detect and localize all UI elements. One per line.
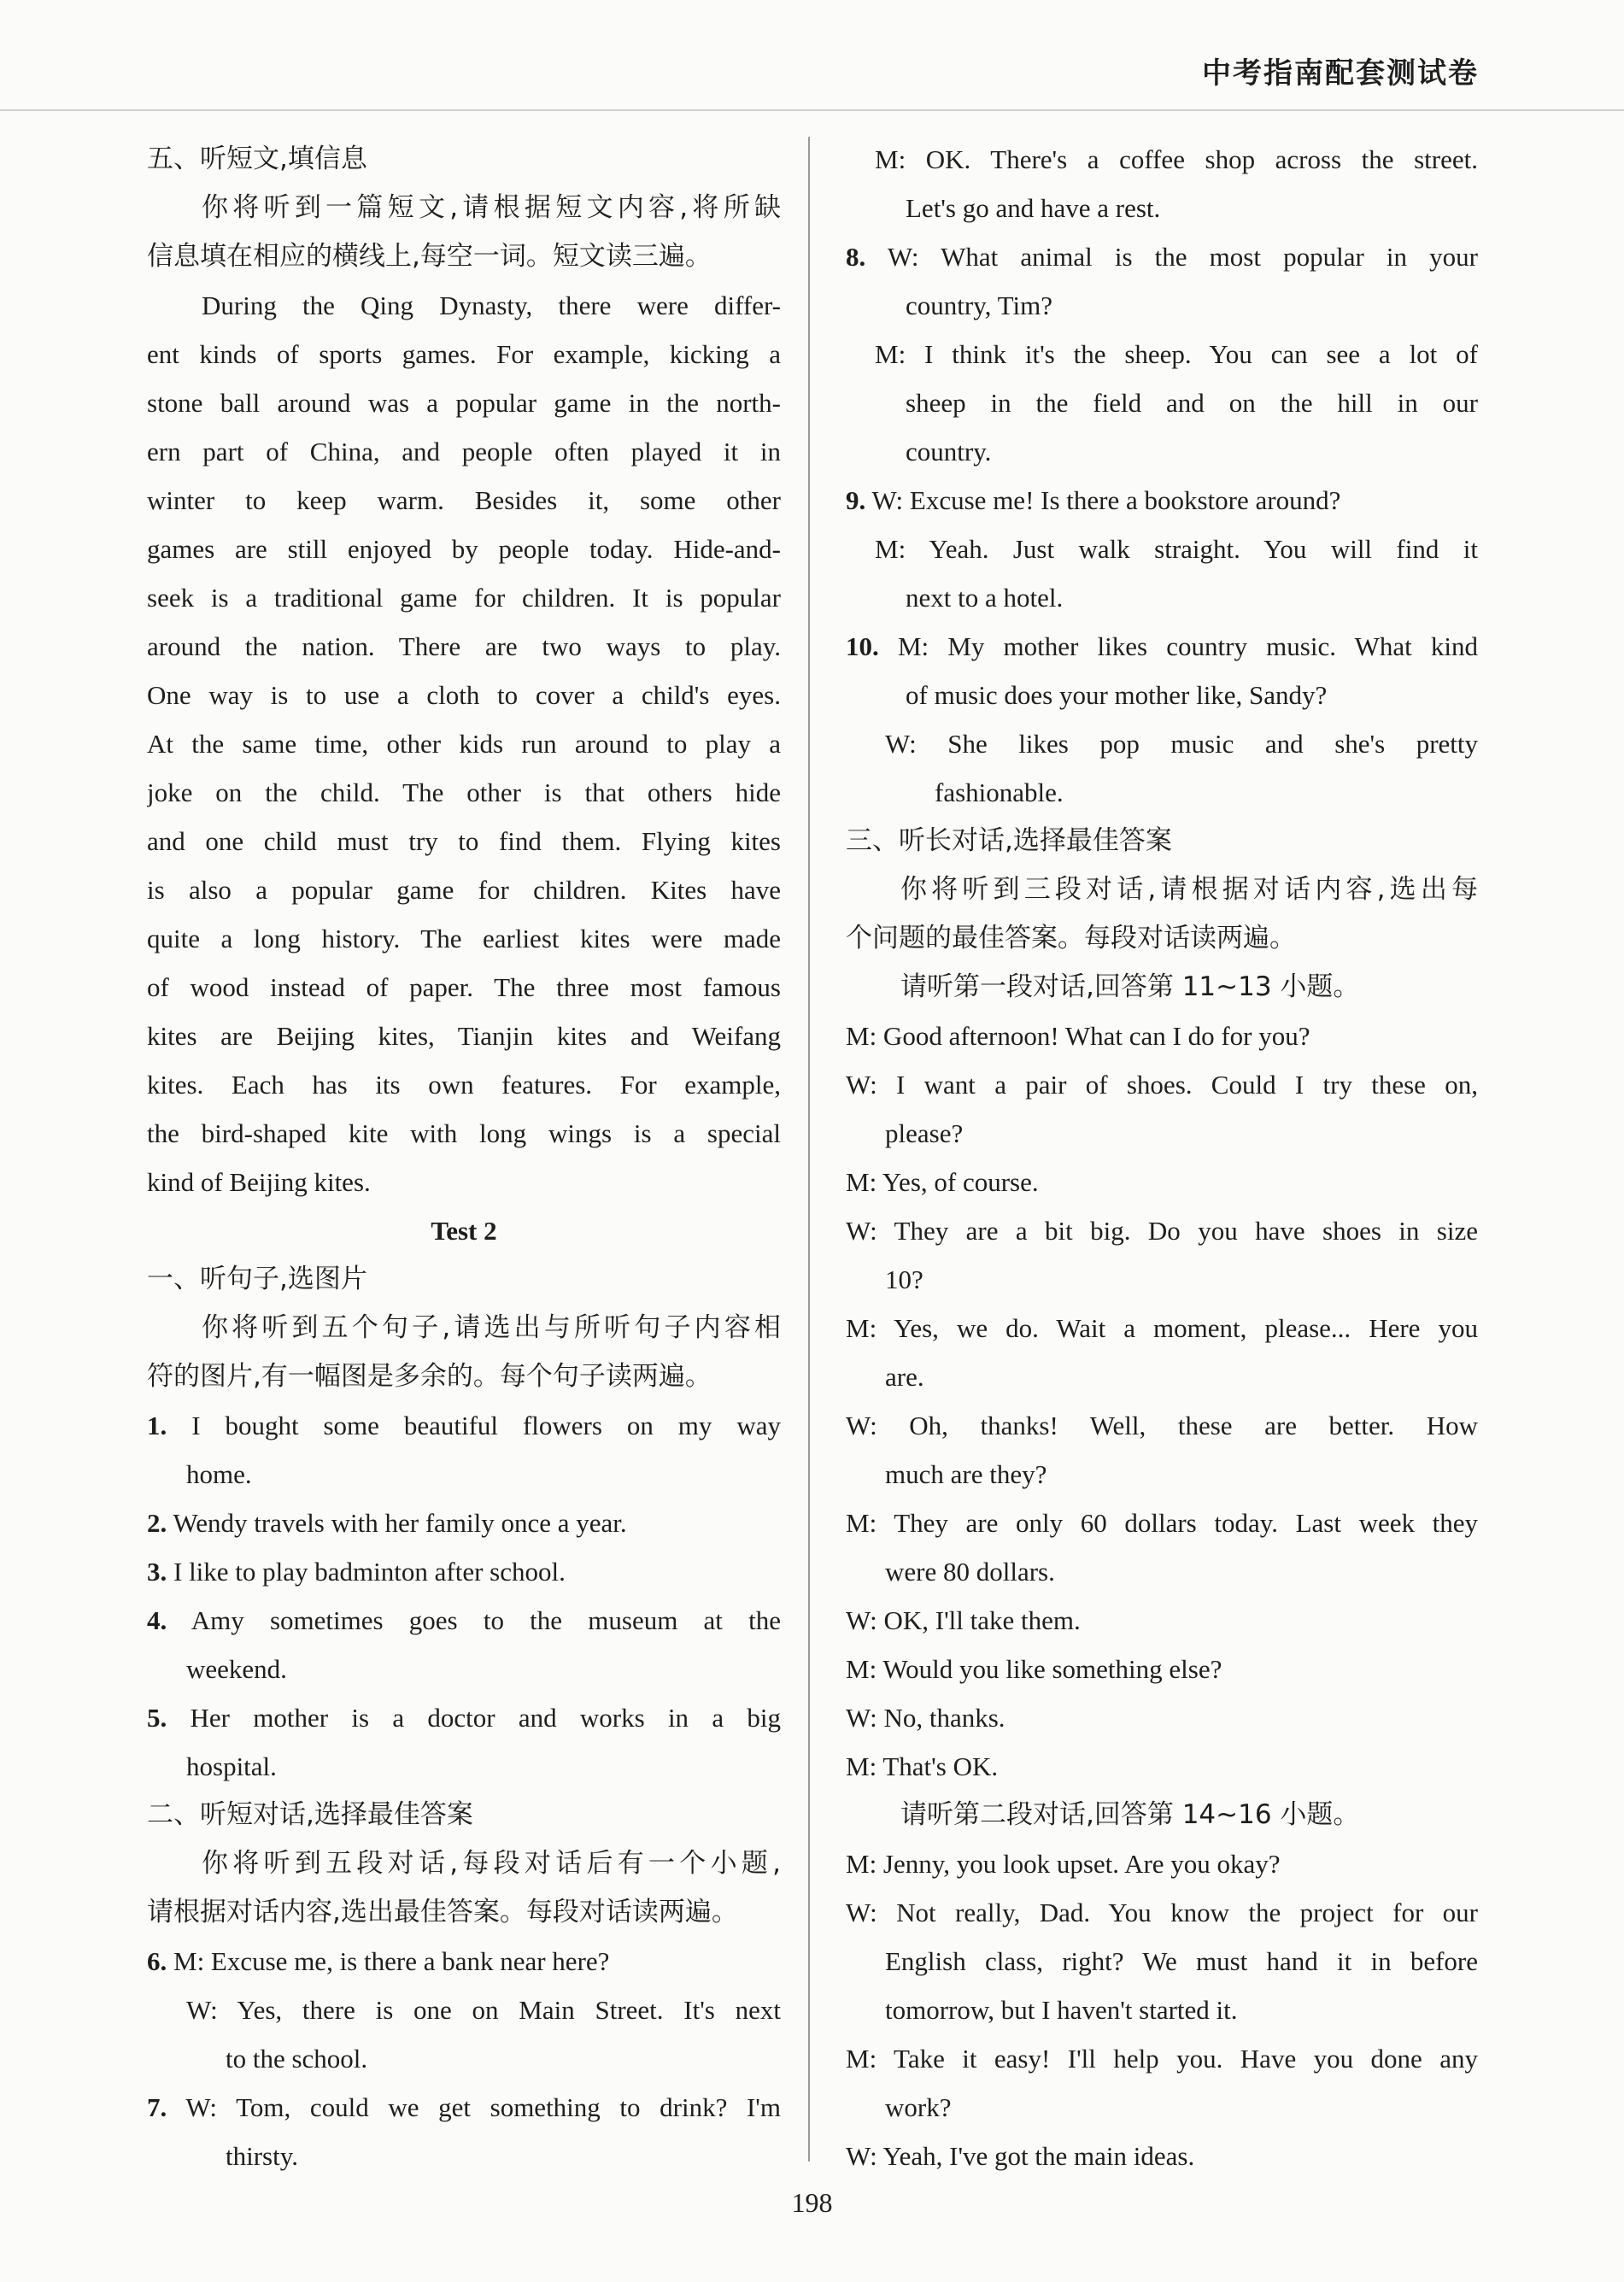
text-line [846, 1109, 1478, 1158]
line-text: winter to keep warm. Besides it, some other [147, 485, 781, 515]
line-text: W: Oh, thanks! Well, these are better. How [846, 1411, 1478, 1440]
text-line [846, 671, 1478, 719]
text-line [147, 184, 781, 232]
text-line [846, 1791, 1478, 1839]
column-divider [808, 137, 810, 2162]
line-text: Test 2 [431, 1216, 497, 1246]
text-line [846, 232, 1478, 281]
text-line [846, 1839, 1478, 1888]
text-line [147, 2132, 781, 2180]
line-text: Wendy travels with her family once a year. [173, 1508, 627, 1538]
text-line [147, 427, 781, 476]
text-line [846, 281, 1478, 330]
line-text: tomorrow, but I haven't started it. [885, 1995, 1238, 2025]
line-text: M: They are only 60 dollars today. Last week they [846, 1508, 1478, 1538]
text-line [147, 1888, 781, 1937]
text-line [147, 719, 781, 768]
text-line [846, 1742, 1478, 1791]
text-line [147, 1596, 781, 1645]
line-text: M: My mother likes country music. What kind [897, 631, 1478, 661]
line-text: joke on the child. The other is that others hide [147, 777, 781, 807]
question-number: 6. [147, 1946, 167, 1976]
line-text: much are they? [885, 1459, 1047, 1489]
line-text: country. [906, 437, 992, 466]
text-line [846, 1596, 1478, 1645]
line-text: W: Tom, could we get something to drink? I'm [185, 2092, 781, 2122]
line-text: of wood instead of paper. The three most famous [147, 972, 781, 1002]
text-line [147, 1986, 781, 2034]
line-text: hospital. [186, 1751, 277, 1781]
line-text: 请听第一段对话,回答第 11~13 小题。 [900, 971, 1360, 1002]
line-text: M: Yeah. Just walk straight. You will find it [875, 534, 1478, 564]
text-line [147, 768, 781, 817]
text-line [147, 1499, 781, 1547]
line-text: At the same time, other kids run around to play a [147, 729, 781, 759]
line-text: are. [885, 1362, 924, 1392]
right-column [846, 135, 1478, 2180]
line-text: work? [885, 2092, 952, 2122]
line-text: were 80 dollars. [885, 1557, 1055, 1587]
line-text: W: No, thanks. [846, 1703, 1005, 1733]
text-line [147, 1158, 781, 1206]
line-text: Amy sometimes goes to the museum at the [191, 1605, 781, 1635]
text-line [147, 476, 781, 525]
text-line [846, 1060, 1478, 1109]
line-text: to the school. [226, 2044, 368, 2074]
text-line [846, 573, 1478, 622]
text-line [147, 1255, 781, 1304]
line-text: please? [885, 1118, 964, 1148]
line-text: English class, right? We must hand it in before [885, 1946, 1478, 1976]
line-text: kites are Beijing kites, Tianjin kites and Weifang [147, 1021, 781, 1051]
line-text: 请根据对话内容,选出最佳答案。每段对话读两遍。 [147, 1897, 738, 1927]
text-line [147, 1012, 781, 1060]
text-line [846, 719, 1478, 768]
text-line [846, 1450, 1478, 1499]
line-text: M: Take it easy! I'll help you. Have you done any [846, 2044, 1478, 2074]
line-text: games are still enjoyed by people today. Hide-and- [147, 534, 781, 564]
line-text: stone ball around was a popular game in the north- [147, 388, 781, 418]
text-line [846, 525, 1478, 573]
line-text: kites. Each has its own features. For example, [147, 1070, 781, 1100]
line-text: 一、听句子,选图片 [147, 1264, 367, 1294]
line-text: 请听第二段对话,回答第 14~16 小题。 [900, 1799, 1360, 1830]
text-line [846, 135, 1478, 184]
text-line [147, 378, 781, 427]
text-line [147, 1401, 781, 1450]
line-text: 个问题的最佳答案。每段对话读两遍。 [846, 923, 1296, 953]
text-line [147, 2034, 781, 2083]
line-text: W: Yeah, I've got the main ideas. [846, 2141, 1195, 2171]
text-line [147, 1937, 781, 1986]
text-line [846, 817, 1478, 865]
text-line [147, 232, 781, 281]
text-line [147, 135, 781, 184]
question-number: 7. [147, 2092, 167, 2122]
text-line [846, 1304, 1478, 1352]
left-column [147, 135, 781, 2180]
question-number: 3. [147, 1557, 167, 1587]
line-text: Let's go and have a rest. [906, 193, 1161, 223]
line-text: 五、听短文,填信息 [147, 144, 367, 174]
page-number: 198 [791, 2187, 833, 2218]
text-line [846, 2034, 1478, 2083]
text-line [846, 1986, 1478, 2034]
text-line [147, 1742, 781, 1791]
line-text: country, Tim? [906, 290, 1052, 320]
question-number: 4. [147, 1605, 167, 1635]
text-line [846, 1255, 1478, 1304]
line-text: fashionable. [935, 777, 1064, 807]
text-line [846, 1401, 1478, 1450]
text-line [147, 1645, 781, 1693]
text-line [147, 573, 781, 622]
text-line [846, 1012, 1478, 1060]
line-text: M: I think it's the sheep. You can see a lot of [875, 339, 1478, 369]
line-text: M: Good afternoon! What can I do for you? [846, 1021, 1310, 1051]
line-text: M: That's OK. [846, 1751, 999, 1781]
text-line [846, 330, 1478, 378]
text-line [846, 1888, 1478, 1937]
text-line [846, 914, 1478, 963]
text-line [846, 963, 1478, 1012]
line-text: 信息填在相应的横线上,每空一词。短文读三遍。 [147, 241, 712, 272]
text-line [846, 1499, 1478, 1547]
line-text: seek is a traditional game for children. It is popular [147, 583, 781, 613]
text-line [846, 1645, 1478, 1693]
text-line [147, 622, 781, 671]
text-line [147, 1060, 781, 1109]
line-text: 10? [885, 1264, 923, 1294]
text-line [846, 184, 1478, 232]
text-line [147, 1304, 781, 1352]
question-number: 2. [147, 1508, 167, 1538]
text-line [147, 1791, 781, 1839]
line-text: W: She likes pop music and she's pretty [885, 729, 1478, 759]
line-text: thirsty. [226, 2141, 298, 2171]
text-line [846, 768, 1478, 817]
question-number: 8. [846, 242, 866, 272]
line-text: I bought some beautiful flowers on my way [191, 1411, 781, 1440]
line-text: W: Yes, there is one on Main Street. It's next [186, 1995, 781, 2025]
text-line [846, 1158, 1478, 1206]
page-header-title: 中考指南配套测试卷 [1202, 56, 1479, 91]
line-text: 符的图片,有一幅图是多余的。每个句子读两遍。 [147, 1361, 712, 1392]
text-line [147, 671, 781, 719]
text-line [846, 476, 1478, 525]
line-text: around the nation. There are two ways to play. [147, 631, 781, 661]
line-text: M: Would you like something else? [846, 1654, 1222, 1684]
line-text: W: Not really, Dad. You know the project for our [846, 1898, 1478, 1927]
line-text: quite a long history. The earliest kites were made [147, 924, 781, 953]
line-text: 二、听短对话,选择最佳答案 [147, 1799, 473, 1830]
text-line [147, 1352, 781, 1401]
line-text: M: OK. There's a coffee shop across the street. [875, 144, 1478, 174]
line-text: During the Qing Dynasty, there were differ- [202, 290, 781, 320]
line-text: the bird-shaped kite with long wings is a special [147, 1118, 781, 1148]
line-text: M: Excuse me, is there a bank near here? [173, 1946, 610, 1976]
text-line [846, 2132, 1478, 2180]
line-text: 你将听到一篇短文,请根据短文内容,将所缺 [202, 192, 781, 223]
text-line [147, 1839, 781, 1888]
text-line [147, 281, 781, 330]
text-line [147, 1109, 781, 1158]
line-text: 你将听到五个句子,请选出与所听句子内容相 [202, 1312, 781, 1343]
line-text: home. [186, 1459, 252, 1489]
line-text: W: They are a bit big. Do you have shoes in size [846, 1216, 1478, 1246]
text-line [846, 865, 1478, 914]
line-text: W: I want a pair of shoes. Could I try these on, [846, 1070, 1478, 1100]
line-text: is also a popular game for children. Kites have [147, 875, 781, 905]
line-text: One way is to use a cloth to cover a child's eyes. [147, 680, 781, 710]
text-line [846, 378, 1478, 427]
text-line [147, 817, 781, 865]
question-number: 1. [147, 1411, 167, 1440]
text-line [846, 427, 1478, 476]
header-rule [0, 109, 1624, 111]
question-number: 5. [147, 1703, 167, 1733]
line-text: W: OK, I'll take them. [846, 1605, 1081, 1635]
question-number: 9. [846, 485, 866, 515]
text-line [147, 1206, 781, 1255]
line-text: weekend. [186, 1654, 287, 1684]
text-line [147, 1693, 781, 1742]
question-number: 10. [846, 631, 879, 661]
line-text: next to a hotel. [906, 583, 1064, 613]
text-line [147, 525, 781, 573]
text-line [147, 2083, 781, 2132]
text-line [846, 1547, 1478, 1596]
line-text: sheep in the field and on the hill in our [906, 388, 1478, 418]
text-line [147, 330, 781, 378]
line-text: W: What animal is the most popular in your [887, 242, 1478, 272]
text-line [147, 963, 781, 1012]
text-line [846, 1352, 1478, 1401]
line-text: ent kinds of sports games. For example, kicking a [147, 339, 781, 369]
text-line [846, 2083, 1478, 2132]
line-text: 你将听到五段对话,每段对话后有一个小题, [202, 1848, 781, 1879]
line-text: W: Excuse me! Is there a bookstore around? [871, 485, 1341, 515]
text-line [147, 1547, 781, 1596]
line-text: 三、听长对话,选择最佳答案 [846, 825, 1172, 856]
line-text: of music does your mother like, Sandy? [906, 680, 1328, 710]
text-line [846, 622, 1478, 671]
line-text: Her mother is a doctor and works in a big [190, 1703, 781, 1733]
line-text: M: Yes, of course. [846, 1167, 1039, 1197]
text-line [846, 1206, 1478, 1255]
text-line [147, 914, 781, 963]
line-text: M: Jenny, you look upset. Are you okay? [846, 1849, 1281, 1879]
line-text: ern part of China, and people often played it in [147, 437, 781, 466]
text-line [147, 865, 781, 914]
text-line [846, 1693, 1478, 1742]
line-text: M: Yes, we do. Wait a moment, please... Here you [846, 1313, 1478, 1343]
line-text: I like to play badminton after school. [173, 1557, 566, 1587]
line-text: 你将听到三段对话,请根据对话内容,选出每 [900, 874, 1478, 905]
text-line [147, 1450, 781, 1499]
text-line [846, 1937, 1478, 1986]
line-text: kind of Beijing kites. [147, 1167, 371, 1197]
line-text: and one child must try to find them. Flying kites [147, 826, 781, 856]
